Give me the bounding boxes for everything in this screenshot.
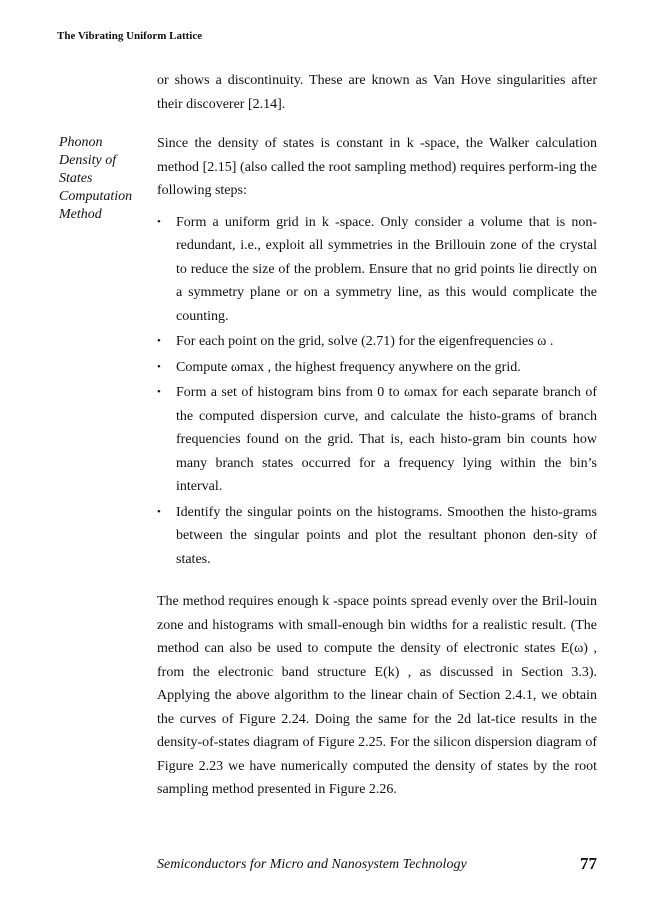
step-item: • For each point on the grid, solve (2.71) for the eigenfrequencies ω . <box>157 330 597 354</box>
closing-paragraph: The method requires enough k -space points spread evenly over the Bril-louin zone and histograms with small-enough bin widths for a realistic result. (The method can also be used to compute the density of electronic states E(ω) , from the electronic band structure E(k) , as discussed in Section 3.3). Applying the above algorithm to the linear chain of Section 2.4.1, we obtain the curves of Figure 2.24. Doing the same for the 2d lat-tice results in the density-of-states diagram of Figure 2.25. For the silicon dispersion diagram of Figure 2.23 we have numerically computed the density of states by the root sampling method presented in Figure 2.26. <box>157 594 597 797</box>
margin-heading <box>59 134 154 224</box>
margin-heading-line: Computation <box>59 189 133 204</box>
intro-paragraph: Since the density of states is constant in k -space, the Walker calculation method [2.15] (also called the root sampling method) requires perform-ing the following steps: <box>157 136 597 198</box>
step-item: • Form a uniform grid in k -space. Only consider a volume that is non-redundant, i.e., exploit all symmetries in the Brillouin zone of the crystal to reduce the size of the problem. Ensure that no grid points lie directly on a symmetry plane or on a symmetry line, as this would complicate the counting. <box>157 211 597 329</box>
running-head: The Vibrating Uniform Lattice <box>57 30 203 42</box>
step-item: • Compute ωmax , the highest frequency anywhere on the grid. <box>157 356 597 380</box>
margin-heading-line: Phonon <box>59 135 103 150</box>
footer-book-title: Semiconductors for Micro and Nanosystem Technology <box>157 857 467 872</box>
continuation-paragraph: or shows a discontinuity. These are known as Van Hove singularities after their discoverer [2.14]. <box>157 73 597 112</box>
steps-list <box>157 211 597 572</box>
margin-heading-line: Density of <box>59 153 117 168</box>
step-item: • Form a set of histogram bins from 0 to ωmax for each separate branch of the computed dispersion curve, and calculate the histo-grams of branch frequencies found on the grid. That is, each histo-gram bin counts how many branch states occurred for a frequency lying within the bin’s interval. <box>157 381 597 499</box>
page-number: 77 <box>580 854 597 873</box>
margin-heading-line: Method <box>59 207 102 222</box>
body-text <box>157 69 597 802</box>
step-item: • Identify the singular points on the histograms. Smoothen the histo-grams between the singular points and plot the resultant phonon den-sity of states. <box>157 501 597 572</box>
margin-heading-line: States <box>59 171 93 186</box>
